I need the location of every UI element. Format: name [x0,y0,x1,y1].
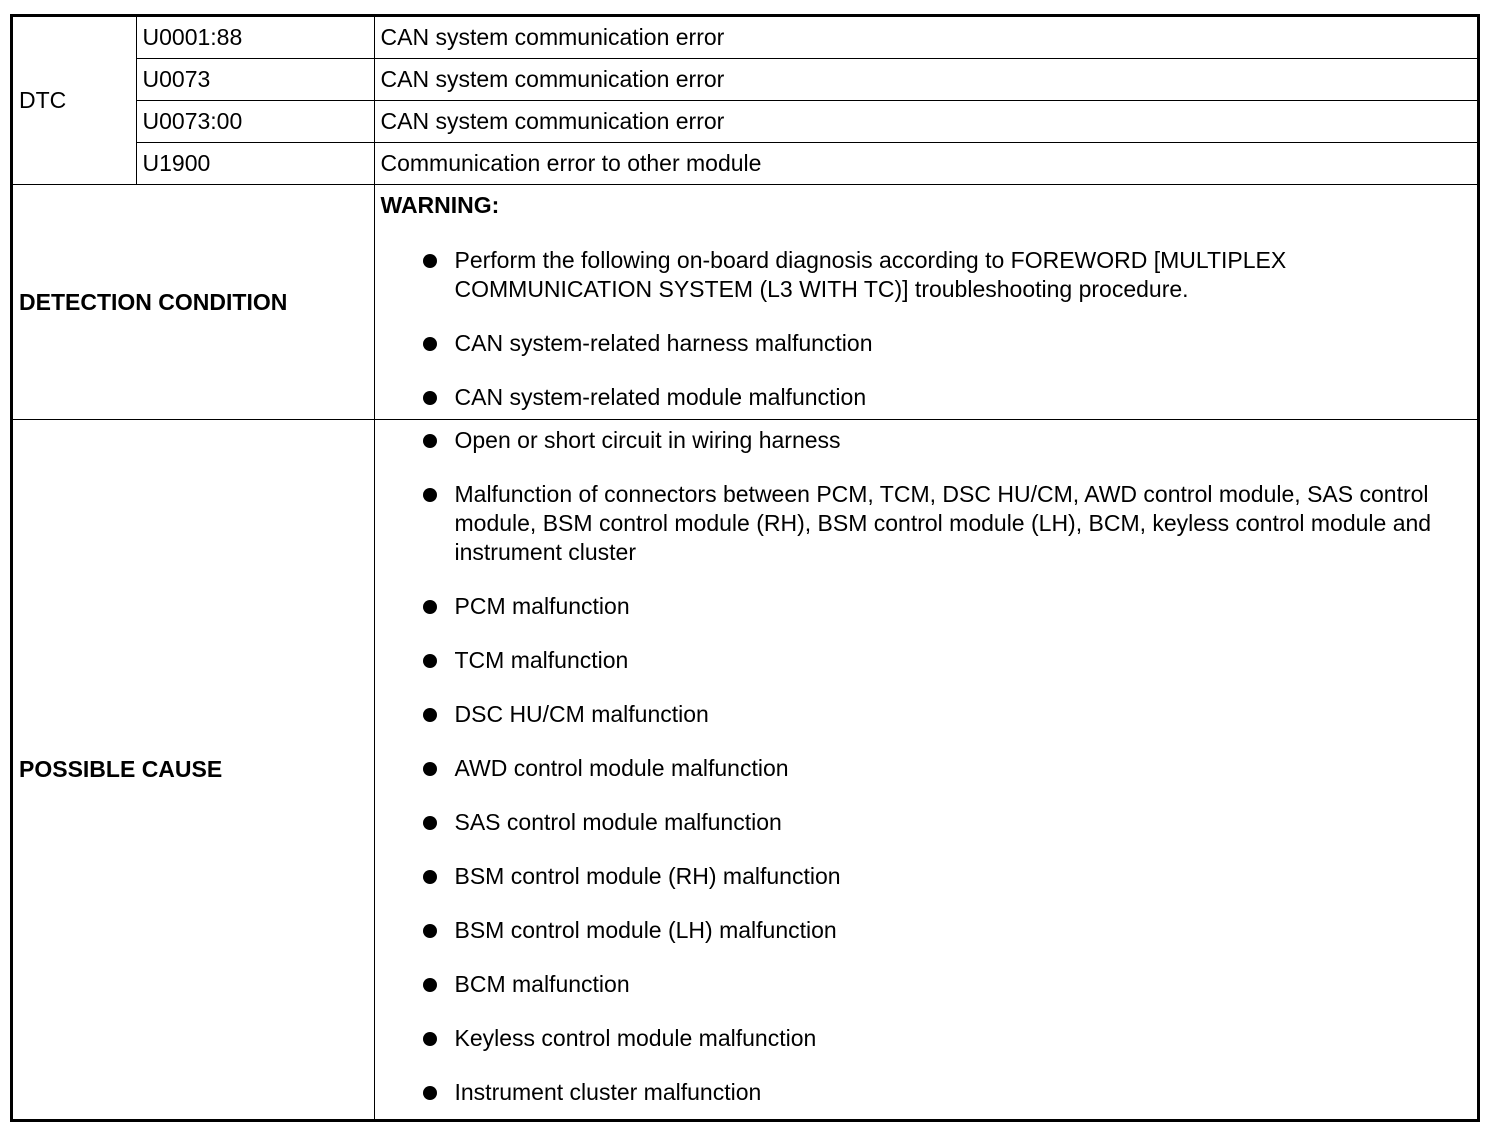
dtc-code: U0073:00 [136,101,374,143]
list-item-text: TCM malfunction [454,647,629,673]
possible-cause-content [374,420,1477,1120]
list-item [455,329,1462,358]
list-item [455,700,1462,729]
bullet-icon [423,870,437,884]
list-item-text: PCM malfunction [454,593,630,619]
list-item [455,592,1462,621]
dtc-row [13,59,1477,101]
bullet-icon [423,1032,437,1046]
possible-cause-label: POSSIBLE CAUSE [13,420,374,1120]
list-item-text: BSM control module (RH) malfunction [454,863,841,889]
dtc-code: U0001:88 [136,17,374,59]
list-item [455,862,1462,891]
dtc-description: Communication error to other module [374,143,1477,185]
list-item-text: SAS control module malfunction [454,809,782,835]
list-item-text: AWD control module malfunction [454,755,789,781]
list-item-text: CAN system-related harness malfunction [454,330,873,356]
bullet-icon [423,654,437,668]
bullet-icon [423,434,437,448]
dtc-row [13,101,1477,143]
bullet-icon [423,708,437,722]
possible-cause-row [13,420,1477,1120]
list-item [455,480,1462,567]
list-item [455,970,1462,999]
list-item-text: BCM malfunction [454,971,630,997]
bullet-icon [423,978,437,992]
diagnostic-table-frame [10,14,1480,1122]
list-item [455,383,1462,412]
possible-cause-list [381,426,1462,1107]
bullet-icon [423,924,437,938]
dtc-code: U1900 [136,143,374,185]
list-item [455,808,1462,837]
dtc-description: CAN system communication error [374,17,1477,59]
list-item-text: Instrument cluster malfunction [454,1079,762,1105]
bullet-icon [423,762,437,776]
detection-condition-row [13,185,1477,420]
diagnostic-table [13,17,1477,1119]
list-item [455,1024,1462,1053]
bullet-icon [423,600,437,614]
bullet-icon [423,254,437,268]
list-item-text: BSM control module (LH) malfunction [454,917,837,943]
detection-condition-label: DETECTION CONDITION [13,185,374,420]
warning-title: WARNING: [380,192,500,218]
list-item [455,1078,1462,1107]
detection-condition-content [374,185,1477,420]
bullet-icon [423,816,437,830]
dtc-row [13,17,1477,59]
list-item-text: Open or short circuit in wiring harness [454,427,841,453]
list-item-text: Perform the following on-board diagnosis according to FOREWORD [MULTIPLEX COMMUNICATION SYSTEM (L3 WITH TC)] troubleshooting procedure. [454,247,1287,302]
bullet-icon [423,337,437,351]
list-item [455,426,1462,455]
detection-condition-list [381,246,1462,412]
list-item-text: CAN system-related module malfunction [454,384,867,410]
dtc-row [13,143,1477,185]
bullet-icon [423,391,437,405]
dtc-label: DTC [13,17,136,185]
bullet-icon [423,488,437,502]
dtc-code: U0073 [136,59,374,101]
list-item [455,916,1462,945]
list-item-text: Malfunction of connectors between PCM, TCM, DSC HU/CM, AWD control module, SAS control module, BSM control module (RH), BSM control module (LH), BCM, keyless control module and instrument cluster [454,481,1432,565]
list-item-text: Keyless control module malfunction [454,1025,817,1051]
list-item [455,754,1462,783]
list-item [455,246,1462,304]
list-item-text: DSC HU/CM malfunction [454,701,709,727]
dtc-description: CAN system communication error [374,59,1477,101]
bullet-icon [423,1086,437,1100]
dtc-description: CAN system communication error [374,101,1477,143]
list-item [455,646,1462,675]
